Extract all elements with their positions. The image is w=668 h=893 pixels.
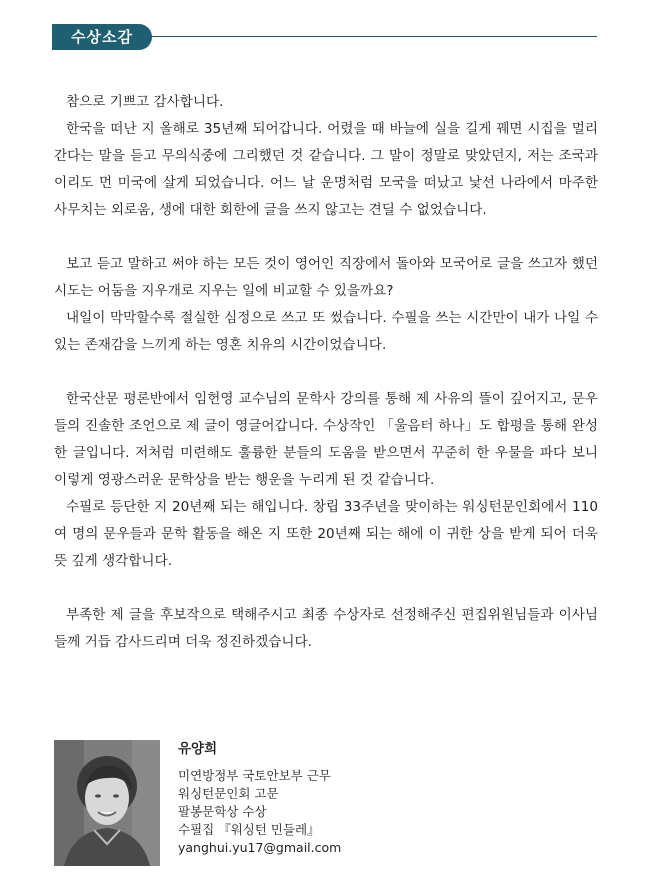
header-divider — [152, 36, 597, 37]
author-detail: 미연방정부 국토안보부 근무 — [178, 768, 331, 783]
paragraph: 부족한 제 글을 후보작으로 택해주시고 최종 수상자로 선정해주신 편집위원님들과 이사님들께 거듭 감사드리며 더욱 정진하겠습니다. — [54, 607, 598, 650]
paragraph: 수필로 등단한 지 20년째 되는 해입니다. 창립 33주년을 맞이하는 워싱턴문인회에서 110여 명의 문우들과 문학 활동을 해온 지 또한 20년째 되는 해에 이 귀한 상을 받게 되어 더욱 뜻 깊게 생각합니다. — [54, 499, 598, 569]
paragraph: 한국을 떠난 지 올해로 35년째 되어갑니다. 어렸을 때 바늘에 실을 길게 꿰면 시집을 멀리 간다는 말을 듣고 무의식중에 그리했던 것 같습니다. 그 말이 정말로 맞았던지, 저는 조국과 이리도 먼 미국에 살게 되었습니다. 어느 날 운명처럼 모국을 떠났고 낯선 나라에서 마주한 사무치는 외로움, 생에 대한 회한에 글을 쓰지 않고는 견딜 수 없었습니다. — [54, 121, 598, 218]
author-info — [178, 740, 341, 857]
section-header — [52, 24, 597, 50]
portrait-image — [54, 740, 160, 866]
paragraph: 보고 듣고 말하고 써야 하는 모든 것이 영어인 직장에서 돌아와 모국어로 글을 쓰고자 했던 시도는 어둠을 지우개로 지우는 일에 비교할 수 있을까요? — [54, 256, 598, 299]
paragraph: 한국산문 평론반에서 임헌영 교수님의 문학사 강의를 통해 제 사유의 뜰이 깊어지고, 문우들의 진솔한 조언으로 제 글이 영글어갑니다. 수상작인 「울음터 하나」도 합평을 통해 완성한 글입니다. 저처럼 미련해도 훌륭한 분들의 도움을 받으면서 꾸준히 한 우물을 파다 보니 이렇게 영광스러운 문학상을 받는 행운을 누리게 된 것 같습니다. — [54, 391, 598, 488]
acceptance-speech — [54, 89, 598, 656]
author-name: 유양희 — [178, 741, 218, 757]
paragraph: 참으로 기쁘고 감사합니다. — [66, 94, 224, 110]
paragraph: 내일이 막막할수록 절실한 심정으로 쓰고 또 썼습니다. 수필을 쓰는 시간만이 내가 나일 수 있는 존재감을 느끼게 하는 영혼 치유의 시간이었습니다. — [54, 310, 598, 353]
paragraph-gap — [54, 575, 598, 602]
author-photo — [54, 740, 160, 866]
section-title: 수상소감 — [52, 24, 152, 50]
author-email: yanghui.yu17@gmail.com — [178, 840, 342, 855]
author-detail: 수필집 『워싱턴 민들레』 — [178, 822, 320, 837]
author-detail: 팔봉문학상 수상 — [178, 804, 267, 819]
paragraph-gap — [54, 224, 598, 251]
paragraph-gap — [54, 359, 598, 386]
author-detail: 워싱턴문인회 고문 — [178, 786, 279, 801]
